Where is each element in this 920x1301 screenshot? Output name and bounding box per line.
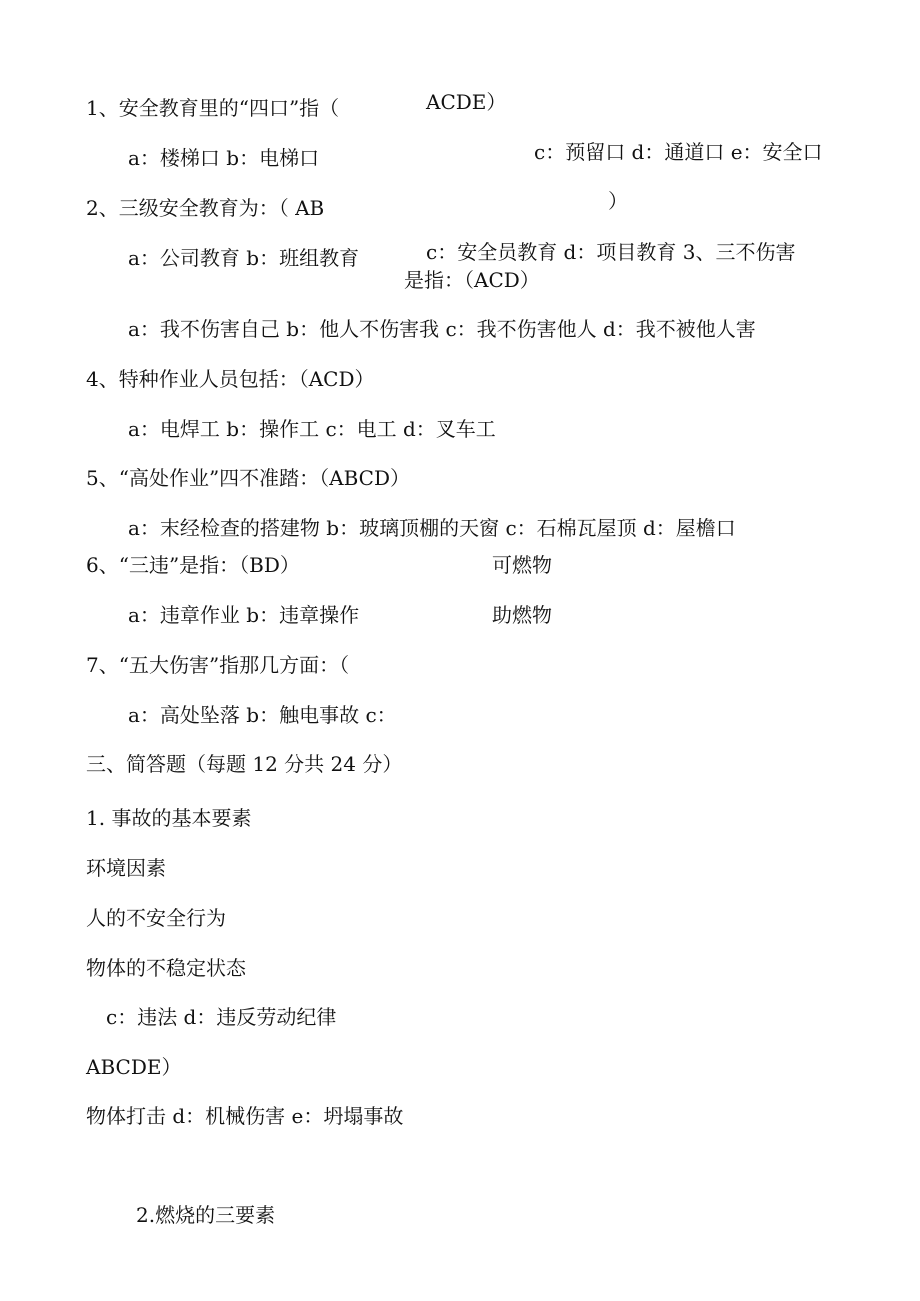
q3-prompt: 是指：（ACD） — [404, 268, 540, 292]
section3-heading: 三、简答题（每题 12 分共 24 分） — [86, 752, 403, 776]
q7-answer-continued: ABCDE） — [86, 1055, 182, 1079]
q2-options-left: a：公司教育 b：班组教育 — [128, 246, 360, 270]
q5-options: a：末经检查的搭建物 b：玻璃顶棚的天窗 c：石棉瓦屋顶 d：屋檐口 — [128, 516, 736, 540]
q6-options-continued: c：违法 d：违反劳动纪律 — [106, 1005, 337, 1029]
q6-options: a：违章作业 b：违章操作 — [128, 603, 360, 627]
q3-options: a：我不伤害自己 b：他人不伤害我 c：我不伤害他人 d：我不被他人害 — [128, 317, 756, 341]
q6-side-text-1: 可燃物 — [492, 553, 552, 577]
q1-options-left: a：楼梯口 b：电梯口 — [128, 146, 320, 170]
q7-options: a：高处坠落 b：触电事故 c： — [128, 703, 397, 727]
q6-side-text-2: 助燃物 — [492, 603, 552, 627]
q1-options-right: c：预留口 d：通道口 e：安全口 — [534, 140, 823, 164]
q2-prompt: 2、三级安全教育为：（ AB — [86, 196, 325, 220]
q2-options-right: c：安全员教育 d：项目教育 3、三不伤害 — [426, 240, 796, 264]
item1-line1: 环境因素 — [86, 856, 166, 880]
item1-line3: 物体的不稳定状态 — [86, 956, 246, 980]
q4-options: a：电焊工 b：操作工 c：电工 d：叉车工 — [128, 417, 496, 441]
q5-prompt: 5、“高处作业”四不准踏：（ABCD） — [86, 466, 411, 490]
q1-answer: ACDE） — [426, 90, 507, 114]
item2-title: 2.燃烧的三要素 — [136, 1203, 276, 1227]
item1-line2: 人的不安全行为 — [86, 906, 226, 930]
q4-prompt: 4、特种作业人员包括：（ACD） — [86, 367, 375, 391]
q7-options-continued: 物体打击 d：机械伤害 e：坍塌事故 — [86, 1104, 404, 1128]
q7-prompt: 7、“五大伤害”指那几方面：（ — [86, 653, 350, 677]
q1-prompt: 1、安全教育里的“四口”指（ — [86, 96, 340, 120]
q6-prompt: 6、“三违”是指：（BD） — [86, 553, 300, 577]
item1-title: 1. 事故的基本要素 — [86, 806, 252, 830]
q2-closing-paren: ） — [608, 189, 628, 213]
